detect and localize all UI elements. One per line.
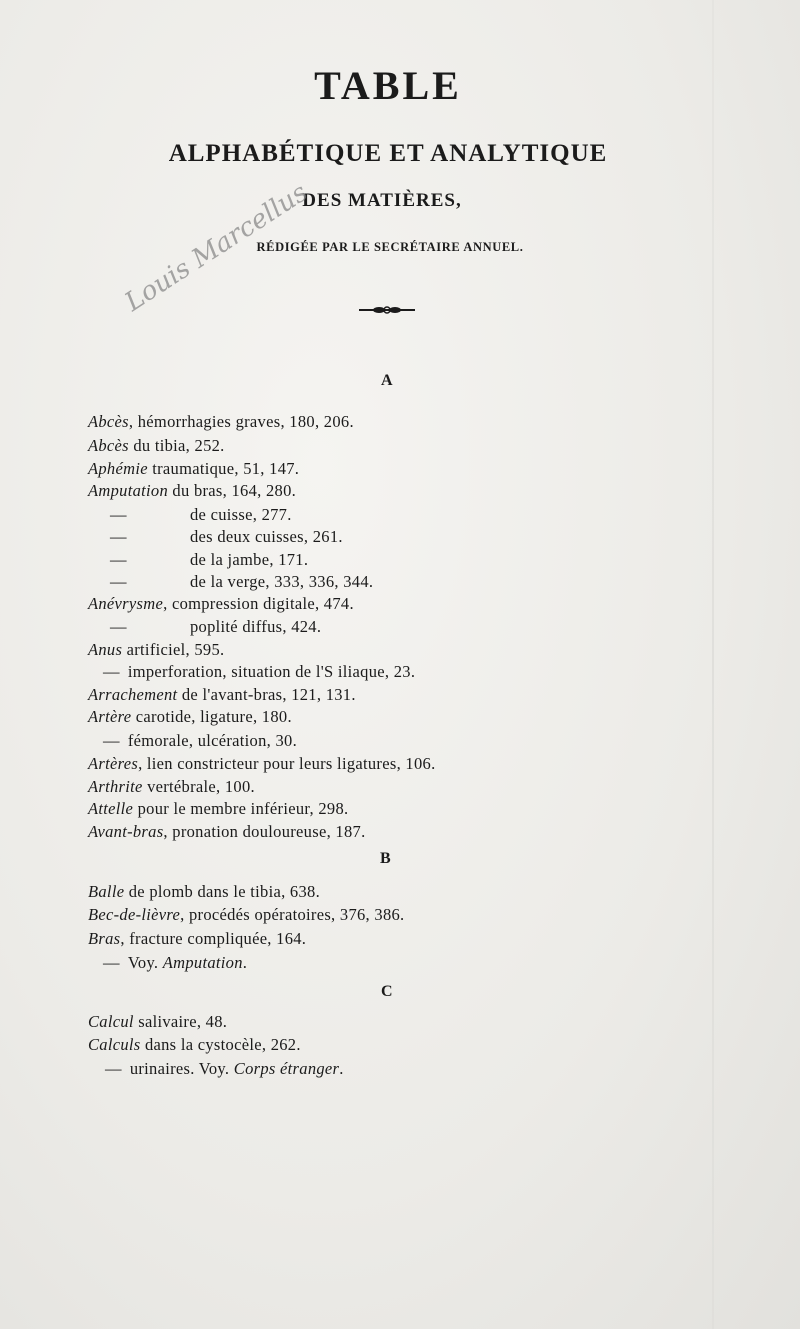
index-entry (88, 929, 306, 949)
index-entry (88, 799, 348, 819)
page-credit: RÉDIGÉE PAR LE SECRÉTAIRE ANNUEL. (256, 240, 524, 254)
entry-dash: — (103, 662, 120, 681)
handwritten-signature: Louis Marcellus (119, 177, 313, 318)
index-entry (110, 550, 309, 570)
entry-end: . (242, 953, 248, 972)
entry-heading: Balle (88, 882, 125, 901)
index-entry (110, 527, 343, 547)
index-entry (88, 412, 354, 432)
entry-heading: Amputation (88, 481, 168, 500)
index-entry (88, 882, 320, 902)
index-entry (103, 731, 297, 751)
page-subtitle: ALPHABÉTIQUE ET ANALYTIQUE (168, 140, 608, 167)
entry-text: carotide, ligature, 180. (131, 707, 292, 726)
index-entry (110, 572, 374, 592)
index-entry (88, 777, 255, 797)
entry-heading: Abcès (88, 412, 129, 431)
entry-text: des deux cuisses, 261. (190, 527, 343, 546)
entry-text: poplité diffus, 424. (190, 617, 322, 636)
entry-text: pour le membre inférieur, 298. (133, 799, 349, 818)
index-entry (103, 953, 247, 973)
section-letter: C (381, 983, 393, 1000)
index-entry (105, 1059, 344, 1079)
entry-heading: Artères (88, 754, 139, 773)
index-entry (88, 459, 299, 479)
entry-dash: — (103, 953, 120, 972)
index-entry (88, 905, 404, 925)
entry-dash: — (105, 1059, 122, 1078)
entry-heading: Abcès (88, 436, 129, 455)
index-entry (88, 754, 436, 774)
entry-dash: — (110, 572, 127, 591)
index-entry (88, 640, 224, 660)
entry-text: fémorale, ulcération, 30. (127, 731, 298, 750)
index-entry (88, 822, 366, 842)
index-entry (88, 481, 296, 501)
entry-heading: Calculs (88, 1035, 141, 1054)
entry-heading: Arrachement (88, 685, 178, 704)
entry-dash: — (110, 527, 127, 546)
entry-text: , hémorrhagies graves, 180, 206. (128, 412, 354, 431)
entry-heading: Calcul (88, 1012, 134, 1031)
entry-text: artificiel, 595. (122, 640, 225, 659)
entry-dash: — (110, 505, 127, 524)
entry-text: , procédés opératoires, 376, 386. (180, 905, 405, 924)
page-title: TABLE (314, 63, 462, 108)
entry-text: vertébrale, 100. (142, 777, 255, 796)
index-entry (110, 505, 292, 525)
entry-dash: — (103, 731, 120, 750)
entry-text: , lien constricteur pour leurs ligatures, 106. (138, 754, 436, 773)
entry-dash: — (110, 550, 127, 569)
entry-heading: Anus (88, 640, 123, 659)
index-entry (110, 617, 322, 637)
index-entry (88, 436, 225, 456)
section-letter: A (381, 372, 393, 389)
entry-heading: Avant-bras (88, 822, 164, 841)
entry-text: de la verge, 333, 336, 344. (190, 572, 374, 591)
entry-text: de plomb dans le tibia, 638. (124, 882, 320, 901)
entry-text: traumatique, 51, 147. (147, 459, 300, 478)
ornament-rule (357, 304, 417, 316)
entry-text: , fracture compliquée, 164. (120, 929, 307, 948)
entry-heading: Anévrysme (88, 594, 164, 613)
section-letter: B (380, 850, 391, 867)
entry-text: salivaire, 48. (133, 1012, 228, 1031)
index-entry (88, 594, 354, 614)
entry-heading: Attelle (88, 799, 134, 818)
entry-text: , pronation douloureuse, 187. (163, 822, 366, 841)
entry-heading: Artère (88, 707, 132, 726)
entry-heading: Arthrite (88, 777, 143, 796)
entry-text: de la jambe, 171. (190, 550, 309, 569)
entry-text: de l'avant-bras, 121, 131. (177, 685, 356, 704)
entry-text: du bras, 164, 280. (168, 481, 297, 500)
entry-heading: Bras (88, 929, 121, 948)
entry-dash: — (110, 617, 127, 636)
entry-text: du tibia, 252. (128, 436, 225, 455)
index-entry (88, 685, 356, 705)
index-entry (88, 707, 292, 727)
entry-text: Voy. (127, 953, 163, 972)
index-entry (88, 1035, 301, 1055)
index-entry (88, 1012, 227, 1032)
entry-reference: Corps étranger (233, 1059, 340, 1078)
entry-end: . (339, 1059, 344, 1078)
page-subtitle-2: DES MATIÈRES, (302, 190, 462, 211)
entry-heading: Bec-de-lièvre (88, 905, 181, 924)
entry-text: de cuisse, 277. (190, 505, 292, 524)
entry-text: dans la cystocèle, 262. (140, 1035, 301, 1054)
entry-reference: Amputation (162, 953, 243, 972)
entry-text: , compression digitale, 474. (163, 594, 354, 613)
index-entry (103, 662, 415, 682)
entry-text: urinaires. Voy. (129, 1059, 234, 1078)
entry-text: imperforation, situation de l'S iliaque, 23. (127, 662, 416, 681)
entry-heading: Aphémie (88, 459, 148, 478)
